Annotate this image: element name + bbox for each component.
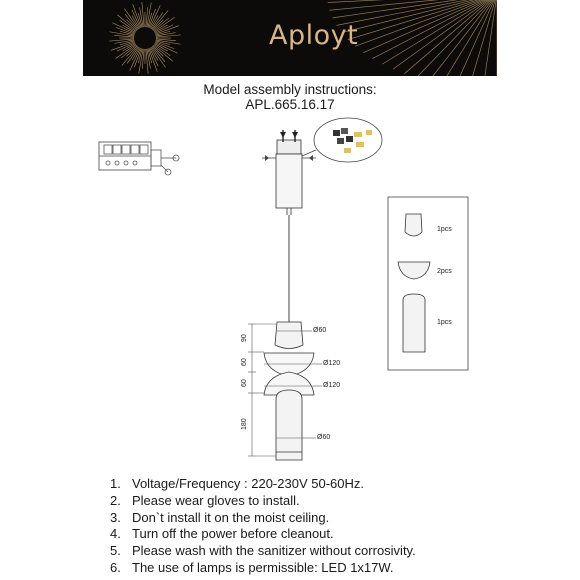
small-shade-icon (405, 214, 422, 236)
parts-box (388, 197, 468, 370)
ceiling-canopy (262, 130, 316, 215)
height-90-label: 90 (241, 334, 248, 342)
instructions-list (110, 476, 416, 577)
page-title: Model assembly instructions: (203, 82, 377, 97)
part-qty-3: 1pcs (437, 319, 452, 326)
bottom-shade (276, 390, 302, 460)
height-60a-label: 60 (241, 358, 248, 366)
model-number: APL.665.16.17 (245, 97, 335, 112)
tall-shade-icon (403, 294, 425, 352)
part-qty-2: 2pcs (437, 268, 452, 275)
height-180-label: 180 (241, 418, 248, 430)
part-qty-1: 1pcs (437, 226, 452, 233)
list-item: 4. Turn off the power before cleanout. (110, 526, 334, 542)
brand-logo: Aployt (269, 20, 359, 51)
list-item: 6. The use of lamps is permissible: LED 1x17W. (110, 559, 394, 575)
diameter-60-top-label: Ø60 (313, 327, 327, 334)
connector-detail (302, 118, 382, 162)
top-shade (275, 322, 303, 349)
list-item: 3. Don`t install it on the moist ceiling. (110, 509, 330, 525)
list-item: 5. Please wash with the sanitizer without corrosivity. (110, 543, 416, 559)
diameter-120-b-label: Ø120 (323, 382, 341, 389)
diameter-60-bottom-label: Ø60 (317, 434, 331, 441)
diameter-120-a-label: Ø120 (323, 360, 341, 367)
height-60b-label: 60 (241, 379, 248, 387)
wiring-diagram (99, 142, 179, 175)
list-item: 2. Please wear gloves to install. (110, 492, 300, 508)
list-item: 1. Voltage/Frequency : 220-230V 50-60Hz. (110, 476, 364, 491)
